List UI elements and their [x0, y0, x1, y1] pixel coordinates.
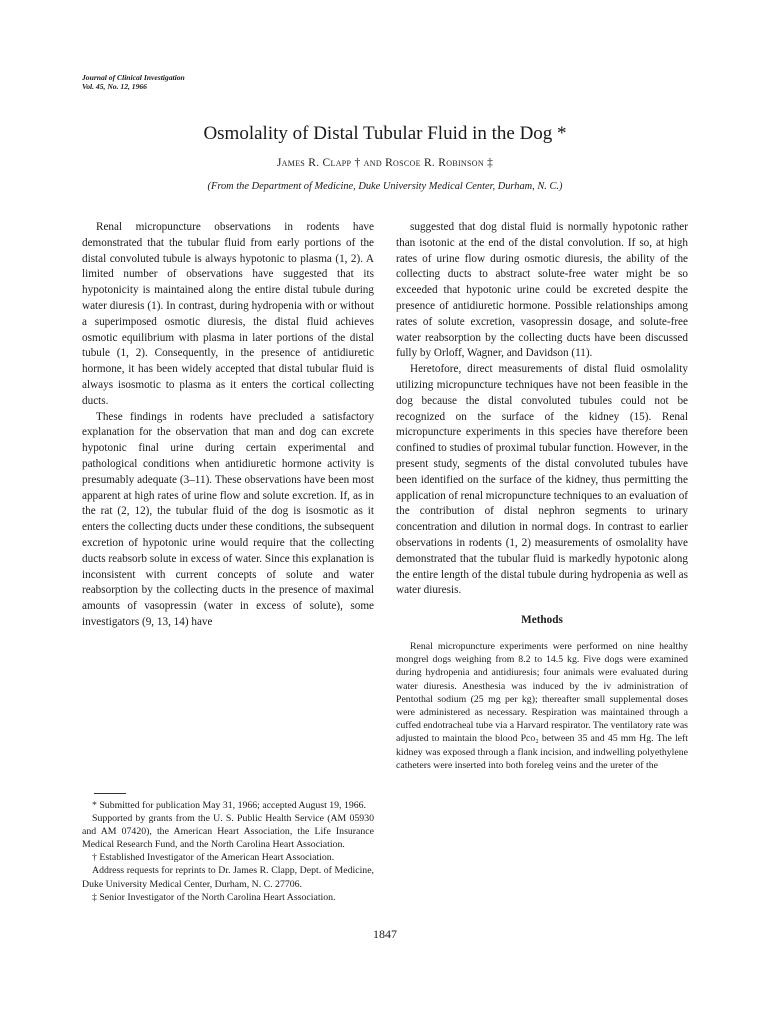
body-paragraph: These findings in rodents have precluded a satisfactory explanation for the observation that man and dog can excrete hypotonic final urine during certain experimental and pathological conditions when antidiuretic hormone activity is presumably adequate (3–11). These observations have been most apparent at high rates of urine flow and solute excretion. If, as in the rat (2, 12), the tubular fluid of the dog is isosmotic as it enters the collecting ducts under these conditions, the subsequent excretion of hypotonic urine would require that the collecting ducts reabsorb solute in excess of water. Since this explanation is inconsistent with current concepts of solute and water reabsorption by the collecting ducts in the presence of maximal amounts of vasopressin (water in excess of solute), some investigators (9, 13, 14) have — [82, 410, 374, 628]
footnote: † Established Investigator of the American Heart Association. — [92, 852, 335, 864]
footnote: Address requests for reprints to Dr. James R. Clapp, Dept. of Medicine, Duke University Medical Center, Durham, N. C. 27706. — [82, 865, 374, 890]
page-number: 1847 — [373, 927, 397, 941]
methods-section — [396, 640, 688, 772]
body-paragraph: Heretofore, direct measurements of distal fluid osmolality utilizing micropuncture techniques have not been feasible in the dog because the distal convoluted tubules could not be recognized on the surface of the kidney (15). Renal micropuncture experiments in this species have therefore been confined to studies of proximal tubular function. However, in the present study, segments of the distal convoluted tubules have been identified on the surface of the kidney, thus permitting the application of renal micropuncture techniques to an evaluation of the contribution of distal nephron segments to urinary concentration and dilution in normal dogs. In contrast to earlier observations in rodents (1, 2) measurements of osmolality have demonstrated that the tubular fluid is markedly hypotonic along the entire length of the distal tubule during hydropenia as well as water diuresis. — [396, 363, 689, 597]
footnote: * Submitted for publication May 31, 1966; accepted August 19, 1966. — [92, 800, 367, 811]
author-affiliation: (From the Department of Medicine, Duke University Medical Center, Durham, N. C.) — [207, 181, 563, 192]
footnote-divider — [94, 793, 126, 794]
journal-name: Journal of Clinical Investigation — [82, 73, 185, 82]
journal-volume: Vol. 45, No. 12, 1966 — [82, 82, 147, 91]
methods-paragraph: Renal micropuncture experiments were performed on nine healthy mongrel dogs weighing from 8.2 to 14.5 kg. Five dogs were examined during hydropenia and antidiuresis; four animals were evaluated during water diuresis. Anesthesia was induced by the iv administration of Pentothal sodium (25 mg per kg); thereafter small supplemental doses were administered as necessary. Respiration was maintained through a cuffed endotracheal tube via a Harvard respirator. The ventilatory rate was adjusted to maintain the blood Pco₂ between 35 and 45 mm Hg. The left kidney was exposed through a flank incision, and indwelling polyethylene catheters were inserted into both foreleg veins and the ureter of the — [396, 640, 688, 771]
footnote: Supported by grants from the U. S. Public Health Service (AM 05930 and AM 07420), the American Heart Association, the Life Insurance Medical Research Fund, and the North Carolina Heart Association. — [82, 813, 374, 851]
footnote: ‡ Senior Investigator of the North Carolina Heart Association. — [92, 891, 336, 903]
article-title: Osmolality of Distal Tubular Fluid in the Dog * — [203, 123, 567, 144]
footnotes — [82, 799, 374, 904]
body-paragraph: Renal micropuncture observations in rodents have demonstrated that the tubular fluid from early portions of the distal convoluted tubule is always hypotonic to plasma (1, 2). A limited number of observations have suggested that its hypotonicity is maintained along the entire distal tubule during water diuresis (1). In contrast, during hydropenia with or without a superimposed osmotic diuresis, the distal fluid achieves osmotic equilibrium with plasma in later portions of the distal tubule (1, 2). Consequently, in the presence of antidiuretic hormone, it has been widely accepted that distal tubular fluid is always isosmotic to plasma as it enters the cortical collecting ducts. — [82, 221, 374, 407]
journal-citation — [82, 73, 185, 91]
body-paragraph: suggested that dog distal fluid is normally hypotonic rather than isotonic at the end of the distal convolution. If so, at high rates of urine flow during osmotic diuresis, the ability of the collecting ducts to abstract solute-free water might be so exceeded that hypotonic urine could be excreted despite the presence of antidiuretic hormone. Possible relationships among rates of solute excretion, vasopressin dosage, and solute-free water reabsorption by the collecting ducts have been discussed fully by Orloff, Wagner, and Davidson (11). — [396, 221, 688, 360]
left-column — [82, 220, 374, 631]
article-authors: James R. Clapp † and Roscoe R. Robinson ‡ — [276, 157, 494, 169]
section-heading-methods: Methods — [521, 614, 563, 627]
right-column — [396, 220, 688, 772]
